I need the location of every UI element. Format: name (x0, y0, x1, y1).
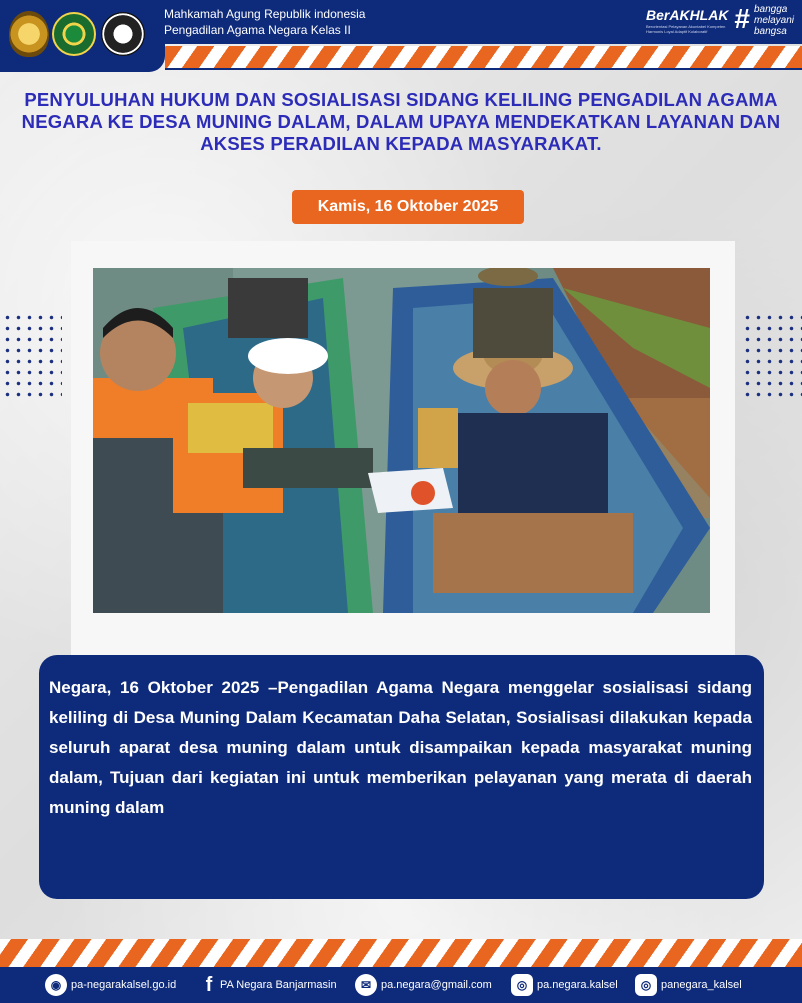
decorative-dots-left (2, 312, 62, 402)
zona-integritas-logo-icon (101, 12, 145, 56)
hashtag-icon: # (734, 3, 750, 34)
institution-name: Mahkamah Agung Republik indonesia (164, 7, 366, 21)
bangga-text: bangga melayani bangsa (754, 4, 795, 37)
description-box (39, 655, 764, 899)
supreme-court-logo-icon (9, 11, 49, 57)
decorative-dots-right (742, 312, 802, 402)
website-link[interactable]: pa-negarakalsel.go.id (71, 979, 177, 991)
facebook-icon: f (205, 973, 213, 996)
hazard-stripe-bottom (0, 939, 802, 967)
instagram-icon: ◎ (635, 974, 657, 996)
boats-photo-illustration (93, 268, 710, 613)
footer-facebook[interactable] (202, 974, 337, 996)
header (0, 0, 802, 72)
date-badge: Kamis, 16 Oktober 2025 (292, 190, 524, 224)
email-icon: ✉ (355, 974, 377, 996)
email-link[interactable]: pa.negara@gmail.com (381, 979, 492, 991)
footer-website[interactable] (45, 974, 176, 996)
instagram-link-2[interactable]: panegara_kalsel (661, 979, 742, 991)
description-text: Negara, 16 Oktober 2025 –Pengadilan Agama Negara menggelar sosialisasi sidang keliling di Desa Muning Dalam Kecamatan Daha Selatan, Sosialisasi dilakukan kepada seluruh aparat desa muning dalam untuk disampaikan kepada masyarakat muning dalam, Tujuan dari kegiatan ini untuk memberikan pelayanan yang merata di daerah muning dalam (49, 678, 752, 817)
hazard-stripe-top (165, 46, 802, 70)
footer-email[interactable] (355, 974, 492, 996)
bangga-melayani-bangsa (754, 4, 800, 37)
instagram-link-1[interactable]: pa.negara.kalsel (537, 979, 618, 991)
globe-icon: ◉ (45, 974, 67, 996)
page-title: PENYULUHAN HUKUM DAN SOSIALISASI SIDANG KELILING PENGADILAN AGAMA NEGARA KE DESA MUNING DALAM, DALAM UPAYA MENDEKATKAN LAYANAN DAN AKSES PERADILAN KEPADA MASYARAKAT. (21, 89, 781, 154)
court-name: Pengadilan Agama Negara Kelas II (164, 23, 351, 37)
berakhlak-logo: BerAKHLAK (646, 7, 729, 23)
facebook-link[interactable]: PA Negara Banjarmasin (220, 979, 337, 991)
event-photo (93, 268, 710, 613)
berakhlak-tagline: Berorientasi Pelayanan Akuntabel Kompeten Harmonis Loyal Adaptif Kolaboratif (646, 24, 726, 34)
footer-instagram-1[interactable] (511, 974, 618, 996)
footer-instagram-2[interactable] (635, 974, 742, 996)
instagram-icon: ◎ (511, 974, 533, 996)
religious-court-logo-icon (52, 12, 96, 56)
